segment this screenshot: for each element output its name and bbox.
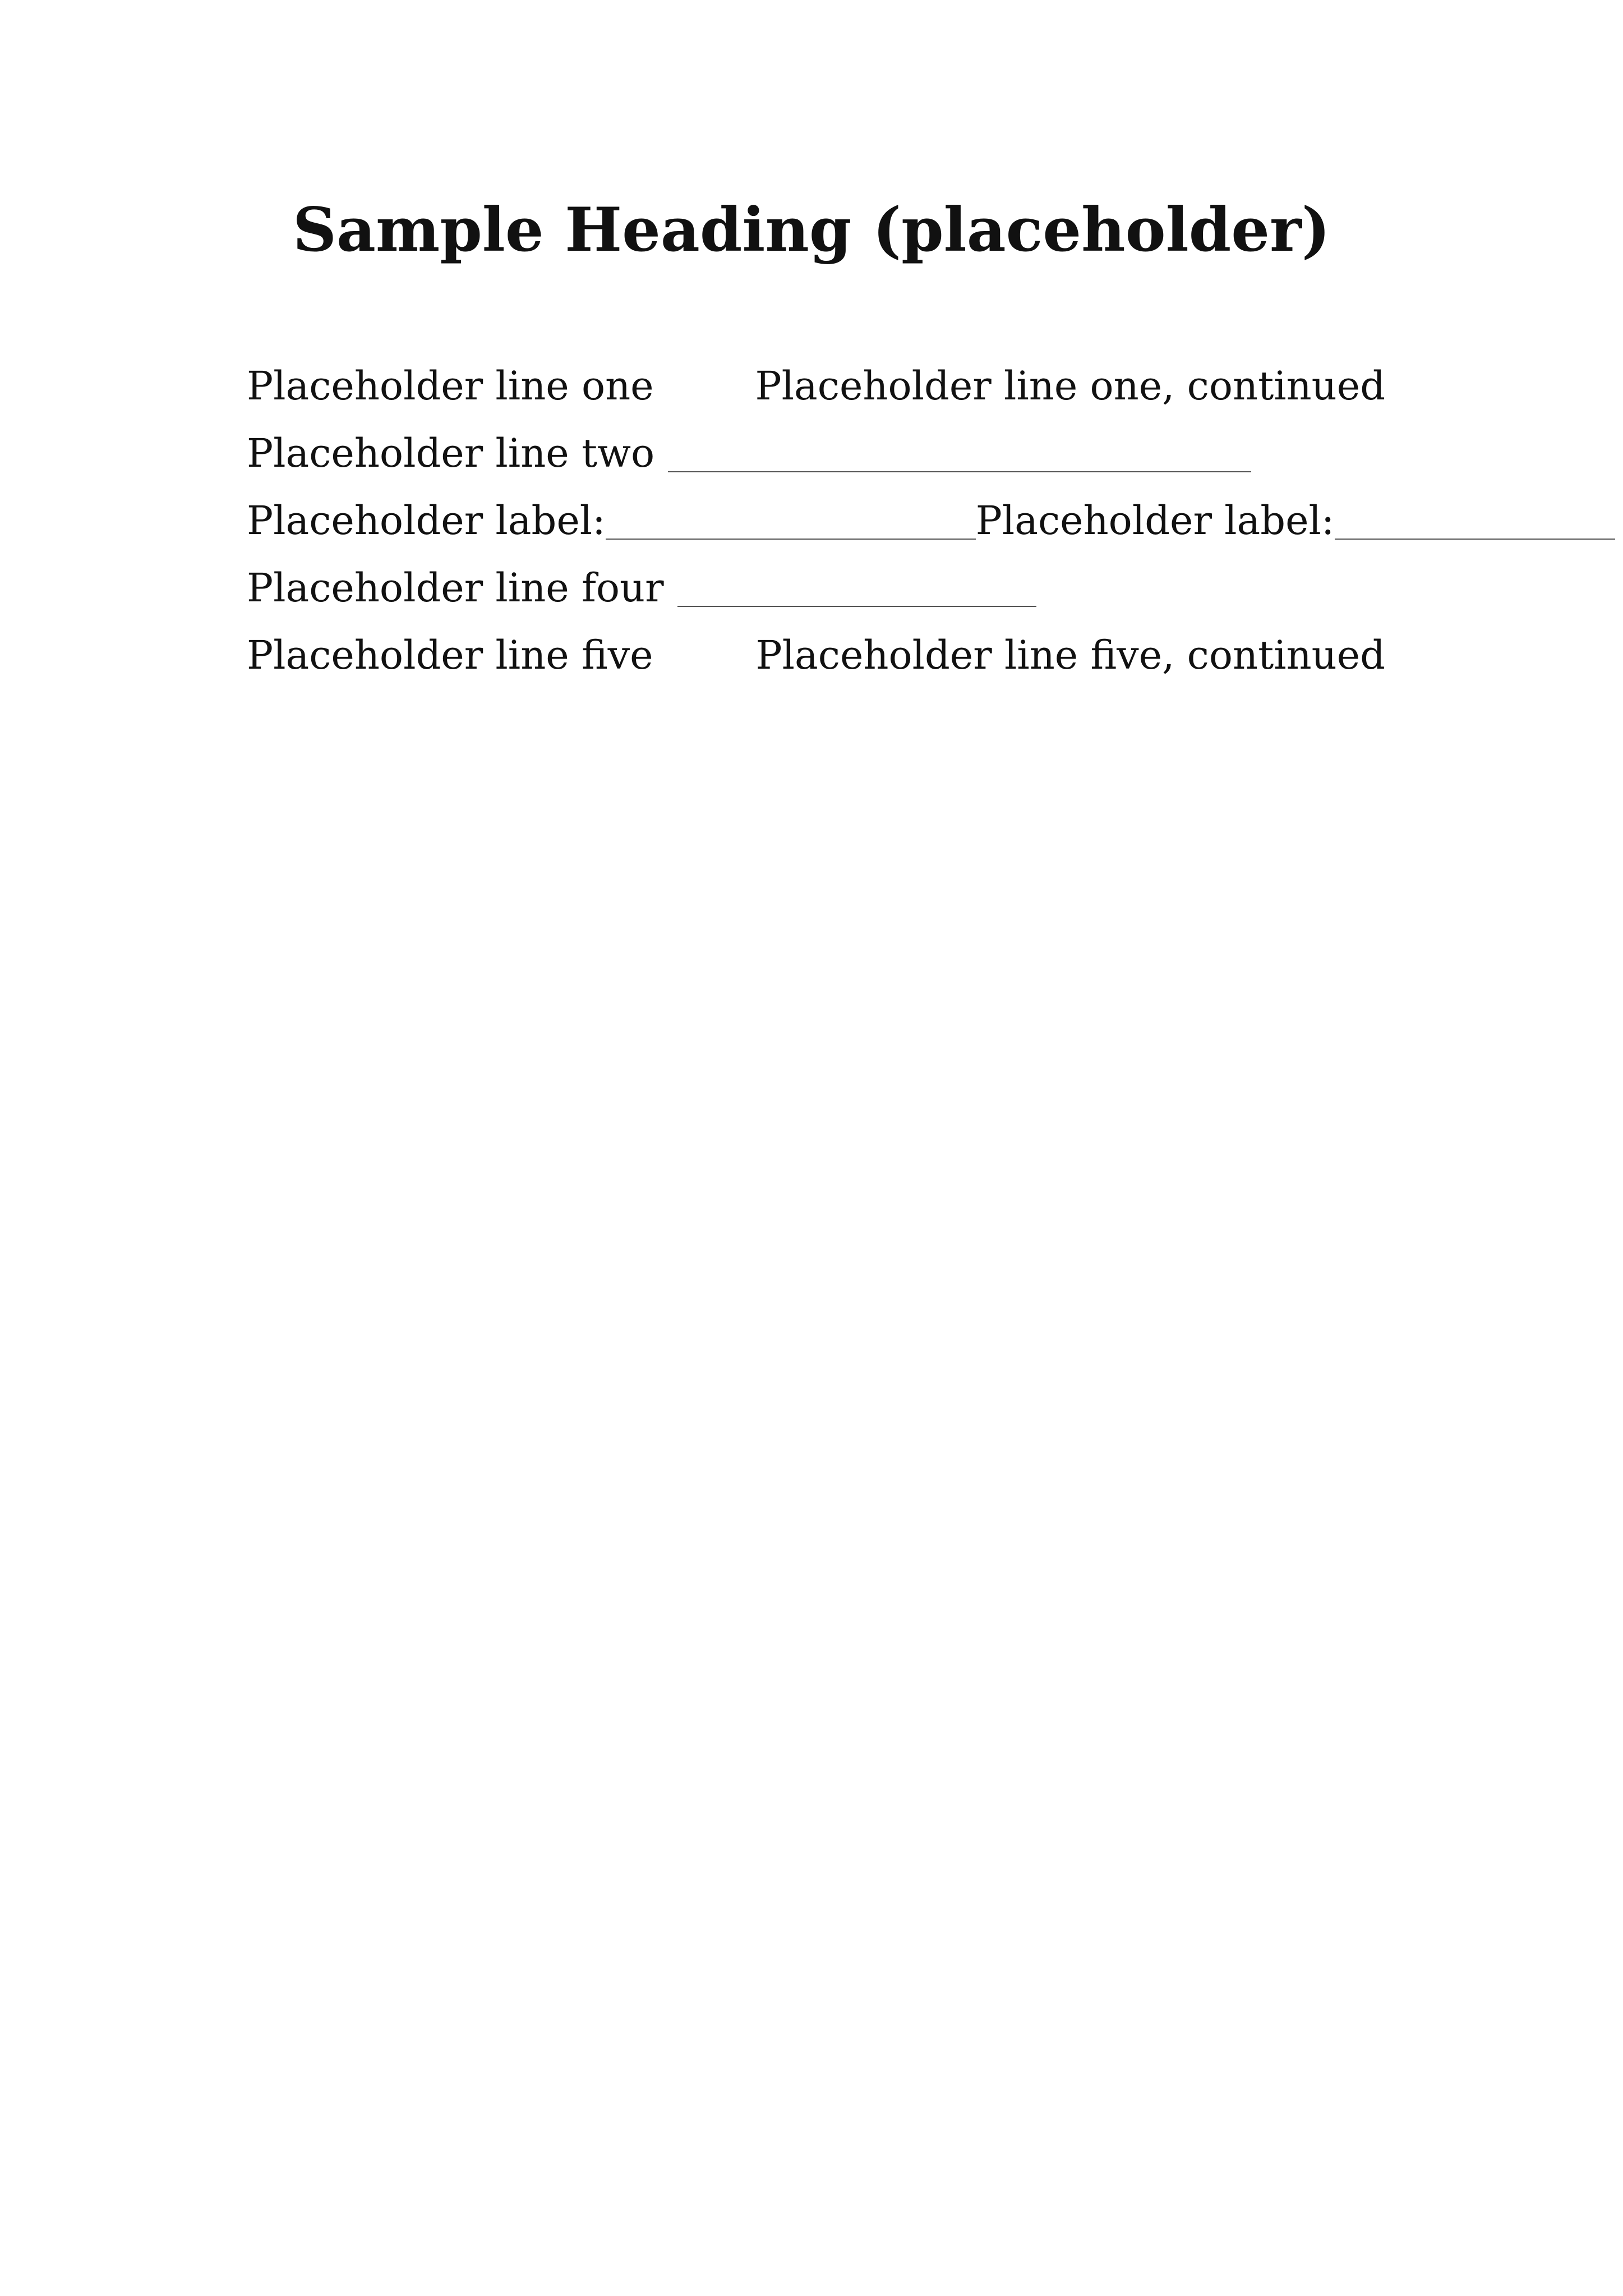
document-line: [247, 426, 1385, 480]
fill-in-blank: [606, 539, 976, 540]
line-text: Placeholder line two: [247, 430, 655, 476]
document-line: [247, 494, 1385, 547]
line-text: Placeholder line one: [247, 363, 654, 409]
document-line: [247, 628, 1385, 682]
fill-in-blank: [1335, 539, 1615, 540]
line-text: Placeholder line five: [247, 632, 653, 678]
line-text: Placeholder label:: [247, 498, 606, 544]
line-text: Placeholder line five, continued: [755, 632, 1385, 678]
document-line: [247, 561, 1385, 615]
fill-in-blank: [668, 471, 1251, 472]
line-text: Placeholder line one, continued: [755, 363, 1385, 409]
fill-in-blank: [677, 606, 1036, 607]
document-title: Sample Heading (placeholder): [293, 195, 1330, 265]
line-text: Placeholder line four: [247, 565, 664, 611]
document-line: [247, 359, 1385, 413]
line-text: Placeholder label:: [975, 498, 1335, 544]
